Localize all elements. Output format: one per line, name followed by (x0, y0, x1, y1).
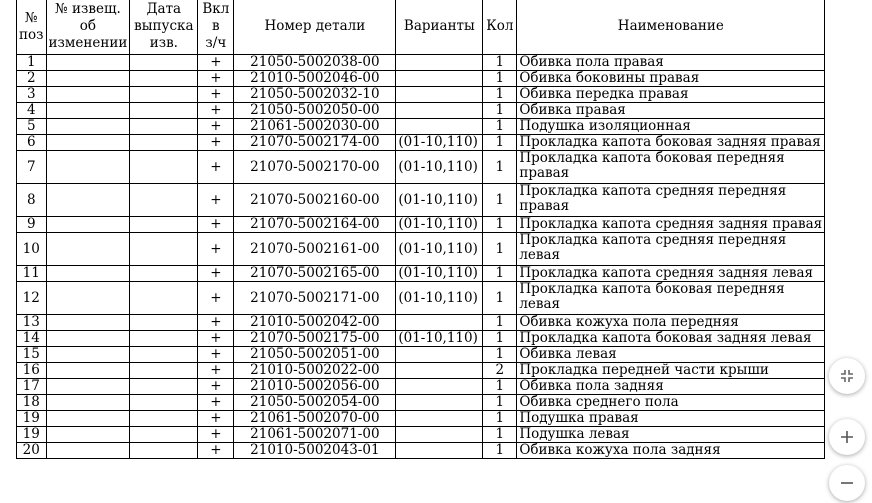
header-date (130, 0, 198, 55)
cell-pos: 11 (17, 266, 47, 282)
cell-part-number: 21010-5002046-00 (234, 71, 396, 87)
cell-notice (46, 427, 130, 443)
cell-qty: 1 (483, 184, 517, 217)
cell-pos: 1 (17, 55, 47, 71)
cell-part-number: 21061-5002030-00 (234, 119, 396, 135)
cell-incl: + (198, 363, 234, 379)
cell-incl: + (198, 55, 234, 71)
cell-qty: 1 (483, 87, 517, 103)
cell-pos: 20 (17, 443, 47, 459)
cell-qty: 1 (483, 217, 517, 233)
cell-variants: (01-10,110) (396, 266, 483, 282)
cell-qty: 1 (483, 135, 517, 151)
cell-variants: (01-10,110) (396, 233, 483, 266)
cell-incl: + (198, 282, 234, 315)
header-date-line: изв. (149, 35, 178, 51)
zoom-out-button[interactable] (829, 465, 865, 501)
header-notice-line: об (79, 18, 97, 34)
cell-part-number: 21050-5002054-00 (234, 395, 396, 411)
cell-variants (396, 379, 483, 395)
cell-date (130, 233, 198, 266)
header-date-line: выпуска (134, 18, 194, 34)
cell-qty: 1 (483, 282, 517, 315)
cell-pos: 10 (17, 233, 47, 266)
cell-date (130, 347, 198, 363)
cell-incl: + (198, 135, 234, 151)
header-notice (46, 0, 130, 55)
header-incl-line: в (212, 18, 220, 34)
cell-part-number: 21070-5002171-00 (234, 282, 396, 315)
cell-part-number: 21050-5002050-00 (234, 103, 396, 119)
cell-date (130, 87, 198, 103)
header-incl-line: з/ч (205, 35, 227, 51)
cell-qty: 1 (483, 55, 517, 71)
header-name: Наименование (517, 0, 825, 55)
cell-notice (46, 315, 130, 331)
cell-variants: (01-10,110) (396, 331, 483, 347)
cell-notice (46, 347, 130, 363)
cell-incl: + (198, 217, 234, 233)
cell-date (130, 315, 198, 331)
cell-part-number: 21070-5002165-00 (234, 266, 396, 282)
parts-table-body (17, 55, 825, 459)
table-row (17, 443, 825, 459)
table-row (17, 363, 825, 379)
table-row (17, 151, 825, 184)
cell-date (130, 55, 198, 71)
cell-date (130, 443, 198, 459)
cell-name: Обивка кожуха пола передняя (517, 315, 825, 331)
cell-name: Подушка правая (517, 411, 825, 427)
cell-qty: 1 (483, 379, 517, 395)
cell-date (130, 282, 198, 315)
cell-notice (46, 135, 130, 151)
cell-qty: 1 (483, 233, 517, 266)
cell-name: Обивка передка правая (517, 87, 825, 103)
cell-notice (46, 87, 130, 103)
parts-table (16, 0, 825, 459)
cell-part-number: 21050-5002032-10 (234, 87, 396, 103)
table-row (17, 347, 825, 363)
cell-name: Прокладка капота средняя передняя правая (517, 184, 825, 217)
cell-notice (46, 184, 130, 217)
cell-name: Обивка пола задняя (517, 379, 825, 395)
cell-name: Подушка левая (517, 427, 825, 443)
cell-incl: + (198, 395, 234, 411)
cell-pos: 19 (17, 411, 47, 427)
cell-incl: + (198, 233, 234, 266)
cell-variants (396, 443, 483, 459)
cell-variants (396, 55, 483, 71)
cell-variants (396, 427, 483, 443)
cell-notice (46, 151, 130, 184)
cell-pos: 8 (17, 184, 47, 217)
cell-notice (46, 379, 130, 395)
table-row (17, 103, 825, 119)
cell-variants (396, 363, 483, 379)
cell-pos: 15 (17, 347, 47, 363)
cell-part-number: 21061-5002070-00 (234, 411, 396, 427)
cell-date (130, 266, 198, 282)
cell-date (130, 395, 198, 411)
cell-date (130, 119, 198, 135)
cell-part-number: 21061-5002071-00 (234, 427, 396, 443)
table-row (17, 233, 825, 266)
cell-incl: + (198, 151, 234, 184)
cell-qty: 1 (483, 395, 517, 411)
cell-part-number: 21070-5002175-00 (234, 331, 396, 347)
table-row (17, 217, 825, 233)
cell-name: Обивка боковины правая (517, 71, 825, 87)
cell-qty: 1 (483, 411, 517, 427)
table-row (17, 282, 825, 315)
cell-pos: 12 (17, 282, 47, 315)
cell-qty: 1 (483, 427, 517, 443)
cell-notice (46, 233, 130, 266)
cell-part-number: 21010-5002056-00 (234, 379, 396, 395)
cell-date (130, 135, 198, 151)
minus-icon (840, 476, 854, 490)
cell-part-number: 21050-5002038-00 (234, 55, 396, 71)
cell-notice (46, 71, 130, 87)
cell-name: Прокладка передней части крыши (517, 363, 825, 379)
table-row (17, 427, 825, 443)
header-notice-line: изменении (48, 35, 128, 51)
cell-pos: 4 (17, 103, 47, 119)
table-row (17, 331, 825, 347)
cell-pos: 19 (17, 427, 47, 443)
cell-part-number: 21070-5002170-00 (234, 151, 396, 184)
cell-name: Обивка левая (517, 347, 825, 363)
table-row (17, 379, 825, 395)
cell-pos: 13 (17, 315, 47, 331)
cell-name: Прокладка капота боковая передняя левая (517, 282, 825, 315)
cell-pos: 6 (17, 135, 47, 151)
table-row (17, 395, 825, 411)
cell-date (130, 184, 198, 217)
cell-qty: 2 (483, 363, 517, 379)
cell-notice (46, 119, 130, 135)
cell-pos: 16 (17, 363, 47, 379)
cell-incl: + (198, 87, 234, 103)
cell-qty: 1 (483, 103, 517, 119)
cell-qty: 1 (483, 119, 517, 135)
header-date-line: Дата (146, 1, 182, 17)
cell-notice (46, 443, 130, 459)
cell-name: Прокладка капота средняя передняя левая (517, 233, 825, 266)
cell-date (130, 411, 198, 427)
cell-notice (46, 331, 130, 347)
cell-notice (46, 395, 130, 411)
header-incl-line: Вкл (202, 1, 230, 17)
cell-date (130, 331, 198, 347)
cell-part-number: 21010-5002043-01 (234, 443, 396, 459)
cell-part-number: 21070-5002161-00 (234, 233, 396, 266)
cell-pos: 18 (17, 395, 47, 411)
cell-qty: 1 (483, 331, 517, 347)
cell-variants: (01-10,110) (396, 135, 483, 151)
cell-notice (46, 103, 130, 119)
cell-date (130, 217, 198, 233)
cell-variants: (01-10,110) (396, 217, 483, 233)
header-pos-line: поз (19, 26, 44, 43)
cell-variants (396, 411, 483, 427)
cell-pos: 14 (17, 331, 47, 347)
cell-incl: + (198, 331, 234, 347)
cell-incl: + (198, 347, 234, 363)
table-row (17, 135, 825, 151)
table-row (17, 184, 825, 217)
cell-qty: 1 (483, 266, 517, 282)
fit-to-page-button[interactable] (829, 358, 865, 394)
cell-qty: 1 (483, 443, 517, 459)
cell-variants (396, 119, 483, 135)
header-row (17, 0, 825, 55)
cell-part-number: 21050-5002051-00 (234, 347, 396, 363)
cell-incl: + (198, 315, 234, 331)
cell-part-number: 21070-5002164-00 (234, 217, 396, 233)
cell-incl: + (198, 443, 234, 459)
cell-pos: 3 (17, 87, 47, 103)
table-row (17, 71, 825, 87)
cell-name: Обивка кожуха пола задняя (517, 443, 825, 459)
cell-notice (46, 55, 130, 71)
cell-part-number: 21010-5002022-00 (234, 363, 396, 379)
cell-incl: + (198, 103, 234, 119)
header-pos-line: № (24, 9, 38, 26)
cell-variants: (01-10,110) (396, 184, 483, 217)
cell-date (130, 427, 198, 443)
cell-date (130, 71, 198, 87)
cell-variants (396, 103, 483, 119)
cell-variants: (01-10,110) (396, 151, 483, 184)
cell-qty: 1 (483, 315, 517, 331)
cell-part-number: 21070-5002174-00 (234, 135, 396, 151)
cell-qty: 1 (483, 151, 517, 184)
cell-notice (46, 363, 130, 379)
cell-incl: + (198, 119, 234, 135)
cell-date (130, 103, 198, 119)
cell-pos: 2 (17, 71, 47, 87)
cell-date (130, 363, 198, 379)
cell-notice (46, 411, 130, 427)
table-row (17, 411, 825, 427)
cell-part-number: 21010-5002042-00 (234, 315, 396, 331)
cell-pos: 9 (17, 217, 47, 233)
cell-pos: 5 (17, 119, 47, 135)
cell-date (130, 151, 198, 184)
cell-incl: + (198, 184, 234, 217)
cell-variants (396, 71, 483, 87)
cell-part-number: 21070-5002160-00 (234, 184, 396, 217)
header-variants: Варианты (396, 0, 483, 55)
cell-incl: + (198, 266, 234, 282)
cell-variants (396, 87, 483, 103)
cell-name: Обивка среднего пола (517, 395, 825, 411)
zoom-in-button[interactable] (829, 419, 865, 455)
cell-name: Прокладка капота средняя задняя правая (517, 217, 825, 233)
cell-name: Прокладка капота средняя задняя левая (517, 266, 825, 282)
cell-name: Обивка правая (517, 103, 825, 119)
cell-incl: + (198, 379, 234, 395)
cell-name: Обивка пола правая (517, 55, 825, 71)
cell-qty: 1 (483, 71, 517, 87)
cell-name: Подушка изоляционная (517, 119, 825, 135)
cell-incl: + (198, 411, 234, 427)
cell-name: Прокладка капота боковая передняя правая (517, 151, 825, 184)
cell-variants: (01-10,110) (396, 282, 483, 315)
table-row (17, 119, 825, 135)
cell-date (130, 379, 198, 395)
cell-name: Прокладка капота боковая задняя левая (517, 331, 825, 347)
cell-variants (396, 315, 483, 331)
cell-pos: 17 (17, 379, 47, 395)
header-qty: Кол (483, 0, 517, 55)
cell-name: Прокладка капота боковая задняя правая (517, 135, 825, 151)
table-row (17, 266, 825, 282)
cell-pos: 7 (17, 151, 47, 184)
cell-notice (46, 266, 130, 282)
table-row (17, 87, 825, 103)
header-part-number: Номер детали (234, 0, 396, 55)
cell-variants (396, 395, 483, 411)
plus-icon (840, 430, 854, 444)
header-notice-line: № извещ. (54, 1, 121, 17)
table-row (17, 315, 825, 331)
header-pos (17, 0, 47, 55)
cell-incl: + (198, 71, 234, 87)
cell-incl: + (198, 427, 234, 443)
cell-notice (46, 217, 130, 233)
cell-notice (46, 282, 130, 315)
fit-to-page-icon (840, 369, 854, 383)
header-incl (198, 0, 234, 55)
table-row (17, 55, 825, 71)
cell-variants (396, 347, 483, 363)
cell-qty: 1 (483, 347, 517, 363)
